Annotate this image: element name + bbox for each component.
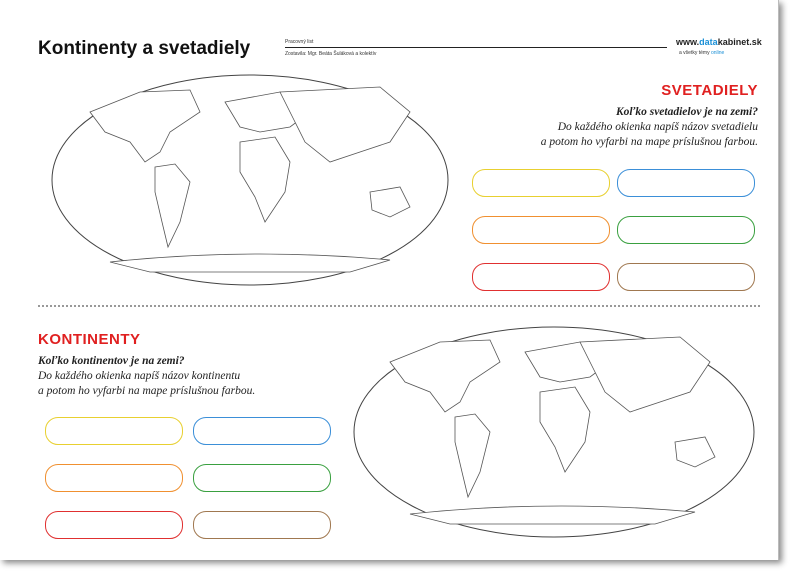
site-logo[interactable]: [676, 37, 762, 48]
svetadiel-answer-box-yellow[interactable]: [472, 169, 610, 197]
logo-sub-accent: online: [710, 50, 725, 56]
kontinent-answer-box-green[interactable]: [193, 464, 331, 492]
kontinent-answer-box-yellow[interactable]: [45, 417, 183, 445]
logo-suffix: kabinet.sk: [717, 37, 762, 47]
kontinenty-line1: Do každého okienka napíš názov kontinentu: [38, 370, 241, 382]
logo-brand: data: [699, 37, 718, 47]
svetadiel-answer-box-blue[interactable]: [617, 169, 755, 197]
svetadiely-instructions: [541, 105, 758, 150]
kontinenty-heading: KONTINENTY: [38, 331, 141, 348]
world-map-top: [50, 72, 450, 292]
svetadiel-answer-box-green[interactable]: [617, 216, 755, 244]
logo-tagline: [679, 50, 724, 56]
world-map-bottom: [350, 322, 760, 542]
worksheet-label: Pracovný list: [285, 39, 314, 45]
svetadiely-line2: a potom ho vyfarbi na mape príslušnou farbou.: [540, 136, 758, 148]
kontinent-answer-box-red[interactable]: [45, 511, 183, 539]
logo-prefix: www.: [676, 37, 700, 47]
kontinent-answer-box-orange[interactable]: [45, 464, 183, 492]
kontinent-answer-box-blue[interactable]: [193, 417, 331, 445]
section-divider: [38, 305, 760, 307]
kontinenty-question: Koľko kontinentov je na zemi?: [38, 355, 185, 367]
svetadiel-answer-box-orange[interactable]: [472, 216, 610, 244]
svetadiel-answer-box-red[interactable]: [472, 263, 610, 291]
author-label: Zostavila: Mgr. Beáta Šuláková a kolektív: [285, 51, 377, 57]
kontinenty-instructions: [38, 354, 255, 399]
kontinenty-line2: a potom ho vyfarbi na mape príslušnou farbou.: [38, 385, 256, 397]
svetadiely-question: Koľko svetadielov je na zemi?: [615, 106, 758, 118]
logo-sub: a všetky témy: [679, 50, 710, 56]
svetadiely-line1: Do každého okienka napíš názov svetadielu: [557, 121, 758, 133]
header-divider: [285, 47, 667, 48]
svetadiely-heading: SVETADIELY: [661, 82, 758, 99]
page-title: Kontinenty a svetadiely: [38, 38, 251, 59]
kontinent-answer-box-brown[interactable]: [193, 511, 331, 539]
svetadiel-answer-box-brown[interactable]: [617, 263, 755, 291]
